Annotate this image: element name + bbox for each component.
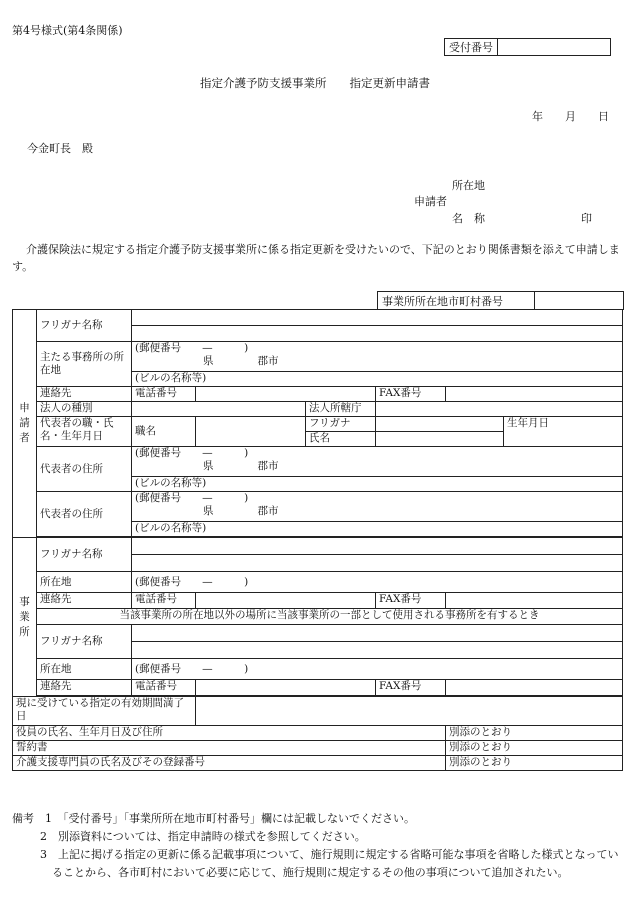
applicant-phone-label: 電話番号 [132,387,196,402]
representative-label: 代表者の職・氏名・生年月日 [37,417,132,447]
rep-furigana-field[interactable] [376,417,504,432]
applicant-address-label: 所在地 [452,179,485,192]
validity-label: 現に受けている指定の有効期間満了日 [13,697,196,726]
applicant-label: 申請者 [414,195,447,208]
office-region-text [135,355,619,368]
rep-address-label: 代表者の住所 [37,447,132,492]
rep-building-field-2[interactable]: (ビルの名称等) [132,522,623,537]
receipt-number-field[interactable] [498,39,611,56]
office-location-label: 所在地 [37,572,132,593]
notes-label: 備考 [12,812,34,825]
branch-contact-label: 連絡先 [37,680,132,696]
corp-type-field[interactable] [132,402,306,417]
branch-furigana-name-label: フリガナ名称 [37,625,132,659]
corp-authority-field[interactable] [376,402,623,417]
prefecture-text: 県 [203,505,214,517]
office-address-field[interactable] [132,342,623,372]
office-fax-field[interactable] [446,593,623,609]
office-contact-label: 連絡先 [37,593,132,609]
applicant-fax-field[interactable] [446,387,623,402]
officers-label: 役員の氏名、生年月日及び住所 [13,726,446,741]
branch-fax-field[interactable] [446,680,623,696]
branch-location-field[interactable]: (郵便番号 — ) [132,659,623,680]
branch-furigana-field[interactable] [132,625,623,642]
rep-name-field[interactable] [376,432,504,447]
title-field[interactable] [196,417,306,447]
note-item-3: 3 上記に掲げる指定の更新に係る記載事項について、施行規則に規定する省略可能な事項を省略した様式となっていることから、各市町村において必要に応じて、施行規則に規定するその他の事項について追加されたい。 [40,848,619,879]
care-managers-attached: 別添のとおり [446,756,623,771]
receipt-number-label: 受付番号 [445,39,498,56]
rep-address-label-2: 代表者の住所 [37,492,132,537]
validity-field[interactable] [196,697,623,726]
office-building-field[interactable]: (ビルの名称等) [132,372,623,387]
receipt-number-box [444,38,611,56]
office-postal-text: (郵便番号 — ) [135,342,249,354]
office-phone-field[interactable] [196,593,376,609]
branch-fax-label: FAX番号 [376,680,446,696]
applicant-name-label: 名 称 [452,212,485,225]
date-day: 日 [598,110,609,123]
corp-type-label: 法人の種別 [37,402,132,417]
applicant-furigana-name-label: フリガナ名称 [37,310,132,342]
county-text: 郡市 [257,355,279,367]
addressee: 今金町長 殿 [27,142,93,155]
rep-address-field[interactable] [132,447,623,477]
municipality-number-field[interactable] [535,292,624,310]
prefecture-text: 県 [203,460,214,472]
pledge-attached: 別添のとおり [446,741,623,756]
notes-section [12,810,624,882]
branch-phone-field[interactable] [196,680,376,696]
seal-mark: 印 [581,212,592,225]
officers-attached: 別添のとおり [446,726,623,741]
office-vertical-label: 事業所 [13,538,37,697]
county-text: 郡市 [257,505,279,517]
prefecture-text: 県 [203,355,214,367]
office-address-label: 主たる事務所の所在地 [37,342,132,387]
title-label: 職名 [132,417,196,447]
applicant-vertical-label: 申請者 [13,310,37,538]
birth-date-label: 生年月日 [504,417,623,447]
rep-building-field[interactable]: (ビルの名称等) [132,477,623,492]
application-form-table [12,309,623,771]
page-title: 指定介護予防支援事業所 指定更新申請書 [200,76,430,90]
form-number: 第4号様式(第4条関係) [12,24,123,37]
rep-furigana-label: フリガナ [306,417,376,432]
date-line [510,108,609,124]
corp-authority-label: 法人所轄庁 [306,402,376,417]
application-statement: 介護保険法に規定する指定介護予防支援事業所に係る指定更新を受けたいので、下記のとおり関係書類を添えて申請します。 [12,243,620,273]
municipality-number-box [377,291,624,310]
applicant-phone-field[interactable] [196,387,376,402]
branch-location-label: 所在地 [37,659,132,680]
note-item-2: 2 別添資料については、指定申請時の様式を参照してください。 [40,830,366,843]
applicant-furigana-field[interactable] [132,310,623,326]
rep-postal-text: (郵便番号 — ) [135,447,249,459]
municipality-number-label: 事業所所在地市町村番号 [378,292,535,310]
branch-name-field[interactable] [132,642,623,659]
care-managers-label: 介護支援専門員の氏名及びその登録番号 [13,756,446,771]
branch-phone-label: 電話番号 [132,680,196,696]
rep-address-field-2[interactable] [132,492,623,522]
date-month: 月 [565,110,576,123]
note-item-1 [12,810,624,828]
pledge-label: 誓約書 [13,741,446,756]
office-fax-label: FAX番号 [376,593,446,609]
applicant-name-field[interactable] [132,326,623,342]
note-text-1: 1 「受付番号」「事業所所在地市町村番号」欄には記載しないでください。 [45,812,415,825]
rep-region-text [135,460,619,473]
rep-postal-text-2: (郵便番号 — ) [135,492,249,504]
applicant-contact-label: 連絡先 [37,387,132,402]
rep-name-label: 氏名 [306,432,376,447]
rep-region-text-2 [135,505,619,518]
office-phone-label: 電話番号 [132,593,196,609]
office-furigana-field[interactable] [132,538,623,555]
other-office-note: 当該事業所の所在地以外の場所に当該事業所の一部として使用される事務所を有するとき [37,609,623,625]
office-name-field[interactable] [132,555,623,572]
office-location-field[interactable]: (郵便番号 — ) [132,572,623,593]
date-year: 年 [532,110,543,123]
applicant-fax-label: FAX番号 [376,387,446,402]
county-text: 郡市 [257,460,279,472]
office-furigana-name-label: フリガナ名称 [37,538,132,572]
